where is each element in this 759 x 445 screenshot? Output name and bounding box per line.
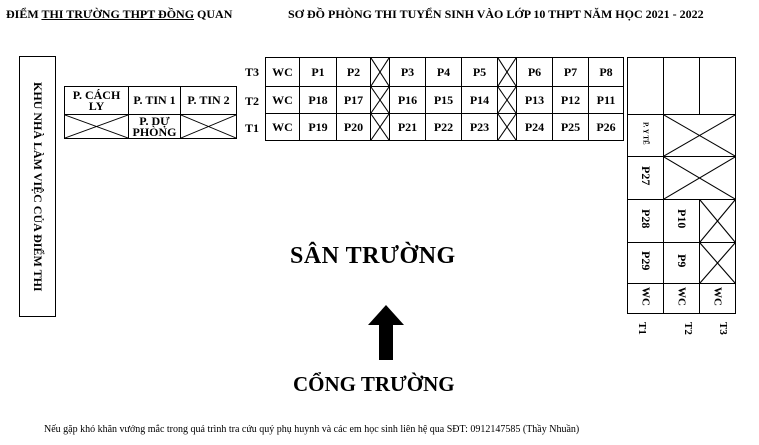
crossed-cell — [498, 114, 517, 141]
room-wc: WC — [266, 114, 300, 141]
school-name-header — [6, 7, 232, 22]
room-p29: P29 — [628, 243, 664, 284]
room-p15: P15 — [426, 87, 462, 114]
floor-label-t1-right: T1 — [636, 322, 648, 335]
room-p24: P24 — [517, 114, 553, 141]
crossed-cell — [700, 200, 736, 243]
floor-label-t1: T1 — [245, 121, 260, 135]
room-p14: P14 — [462, 87, 498, 114]
room-p16: P16 — [390, 87, 426, 114]
work-building-box — [19, 56, 56, 317]
room-p17: P17 — [337, 87, 371, 114]
gate-label: CỔNG TRƯỜNG — [293, 372, 455, 396]
room-p28: P28 — [628, 200, 664, 243]
floor-row-t3 — [266, 58, 624, 87]
room-p4: P4 — [426, 58, 462, 87]
room-medical — [628, 115, 664, 157]
room-p20: P20 — [337, 114, 371, 141]
floor-label-t2-right: T2 — [682, 322, 694, 335]
crossed-cell — [498, 87, 517, 114]
room-wc-t3: WC — [700, 284, 736, 314]
room-wc-t2: WC — [664, 284, 700, 314]
floor-label-t2: T2 — [245, 94, 260, 108]
room-isolation: P. CÁCH LY — [65, 87, 129, 115]
room-it2: P. TIN 2 — [181, 87, 237, 115]
contact-note: Nếu gặp khó khăn vướng mắc trong quá trình tra cứu quý phụ huynh và các em học sinh liên hệ qua SĐT: 0912147585 (Thầy Nhuần) — [44, 424, 580, 435]
floor-row-t2 — [266, 87, 624, 114]
room-p3: P3 — [390, 58, 426, 87]
floor-label-t3-right: T3 — [717, 322, 729, 335]
room-p11: P11 — [589, 87, 624, 114]
crossed-cell — [371, 114, 390, 141]
room-p27: P27 — [628, 157, 664, 200]
room-p22: P22 — [426, 114, 462, 141]
room-p18: P18 — [300, 87, 337, 114]
upper-cell — [664, 58, 700, 115]
room-p25: P25 — [553, 114, 589, 141]
header-underlined: THI TRƯỜNG THPT ĐỒNG — [41, 7, 195, 21]
small-room-block — [64, 86, 237, 139]
work-building-label: KHU NHÀ LÀM VIỆC CỦA ĐIỂM THI — [31, 81, 45, 292]
room-p13: P13 — [517, 87, 553, 114]
room-it1: P. TIN 1 — [129, 87, 181, 115]
room-p23: P23 — [462, 114, 498, 141]
crossed-cell — [65, 115, 129, 139]
room-p12: P12 — [553, 87, 589, 114]
crossed-cell — [700, 243, 736, 284]
room-p9: P9 — [664, 243, 700, 284]
crossed-cell — [498, 58, 517, 87]
up-arrow-icon — [366, 305, 406, 360]
room-p21: P21 — [390, 114, 426, 141]
room-medical-label: P. Y TẾ — [641, 122, 650, 145]
room-p1: P1 — [300, 58, 337, 87]
crossed-cell — [371, 87, 390, 114]
room-p10: P10 — [664, 200, 700, 243]
room-p2: P2 — [337, 58, 371, 87]
room-p8: P8 — [589, 58, 624, 87]
room-p26: P26 — [589, 114, 624, 141]
crossed-cell — [181, 115, 237, 139]
header-suffix: QUAN — [194, 7, 233, 21]
floor-row-t1 — [266, 114, 624, 141]
upper-cell — [628, 58, 664, 115]
room-wc: WC — [266, 58, 300, 87]
room-wc: WC — [266, 87, 300, 114]
crossed-cell — [664, 157, 736, 200]
main-room-block — [265, 57, 624, 141]
room-p6: P6 — [517, 58, 553, 87]
room-p19: P19 — [300, 114, 337, 141]
room-reserve: P. DỰ PHÒNG — [129, 115, 181, 139]
crossed-cell — [664, 115, 736, 157]
room-p5: P5 — [462, 58, 498, 87]
header-prefix: ĐIỂM — [6, 7, 42, 21]
courtyard-label: SÂN TRƯỜNG — [290, 243, 456, 269]
diagram-title: SƠ ĐỒ PHÒNG THI TUYỂN SINH VÀO LỚP 10 THPT NĂM HỌC 2021 - 2022 — [288, 7, 704, 21]
room-p7: P7 — [553, 58, 589, 87]
room-wc-t1: WC — [628, 284, 664, 314]
floor-label-t3: T3 — [245, 65, 260, 79]
crossed-cell — [371, 58, 390, 87]
upper-cell — [700, 58, 736, 115]
right-room-block — [627, 57, 737, 313]
